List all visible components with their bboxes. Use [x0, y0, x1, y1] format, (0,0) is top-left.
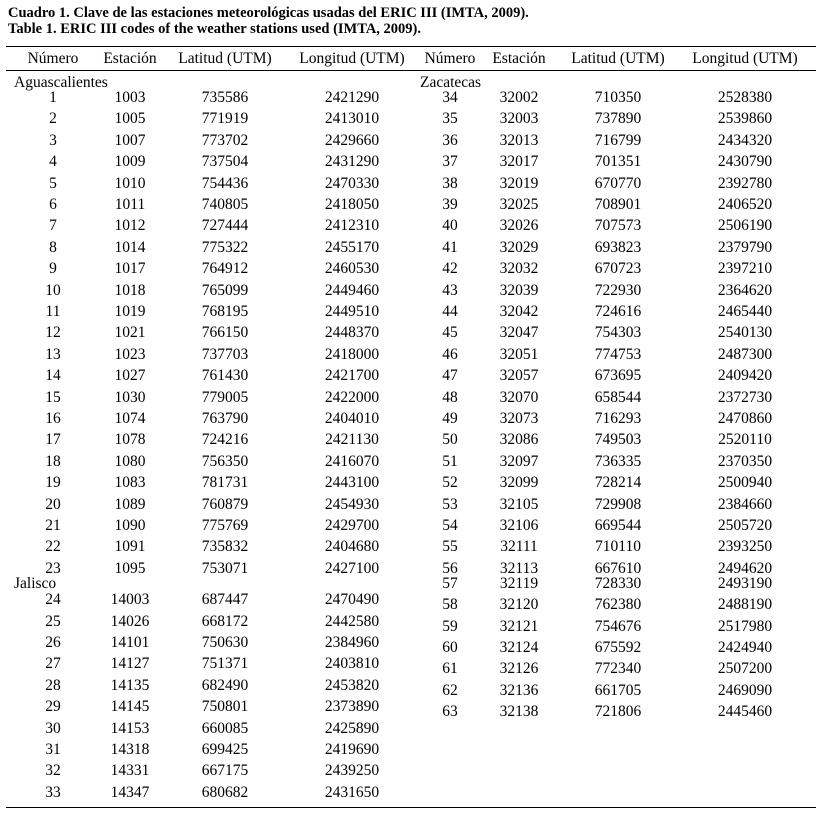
cell-numero: 34 [442, 89, 458, 106]
cell-numero: 22 [45, 538, 61, 556]
cell-latitud: 728330 [594, 574, 642, 592]
cell-longitud: 2470330 [324, 174, 380, 192]
cell-longitud: 2470860 [717, 410, 773, 427]
cell-numero: 46 [442, 345, 458, 363]
cell-latitud: 716293 [594, 410, 642, 427]
cell-estacion: 32070 [499, 388, 539, 406]
cell-numero: 23 [45, 559, 61, 577]
cell-longitud: 2418000 [324, 345, 380, 363]
cell-numero: 39 [442, 196, 458, 213]
cell-latitud: 751371 [201, 655, 249, 673]
cell-longitud: 2427100 [324, 559, 380, 577]
cell-numero: 45 [442, 324, 458, 342]
cell-estacion: 1091 [114, 538, 146, 556]
cell-latitud: 771919 [201, 110, 249, 128]
cell-latitud: 722930 [594, 281, 642, 299]
cell-numero: 20 [45, 495, 61, 513]
cell-estacion: 1009 [114, 153, 146, 171]
cell-longitud: 2434320 [717, 131, 773, 149]
cell-numero: 38 [442, 174, 458, 192]
cell-numero: 61 [442, 660, 458, 678]
group-label: Jalisco [14, 575, 57, 593]
table-bottom-rule [6, 807, 816, 808]
cell-numero: 10 [45, 281, 61, 299]
cell-estacion: 32057 [499, 367, 539, 385]
cell-numero: 35 [442, 110, 458, 128]
cell-estacion: 32029 [499, 238, 539, 256]
cell-latitud: 724216 [201, 431, 249, 449]
cell-estacion: 1095 [114, 559, 146, 577]
header-rule [6, 70, 816, 71]
cell-numero: 53 [442, 495, 458, 513]
cell-latitud: 736335 [594, 452, 642, 470]
header-longitud-left: Longitud (UTM) [299, 50, 405, 67]
cell-latitud: 710110 [595, 538, 641, 556]
cell-numero: 12 [45, 324, 61, 342]
cell-numero: 5 [49, 174, 57, 192]
cell-numero: 21 [45, 517, 61, 534]
cell-numero: 15 [45, 388, 61, 406]
cell-latitud: 668172 [201, 612, 249, 630]
cell-numero: 47 [442, 367, 458, 385]
cell-latitud: 737890 [594, 110, 642, 128]
cell-longitud: 2364620 [717, 281, 773, 299]
cell-longitud: 2430790 [717, 153, 773, 171]
cell-estacion: 14127 [110, 655, 150, 673]
cell-latitud: 727444 [201, 217, 249, 235]
cell-numero: 7 [49, 217, 57, 235]
cell-estacion: 1010 [114, 174, 146, 192]
cell-latitud: 737504 [201, 153, 249, 171]
cell-estacion: 14145 [110, 698, 150, 716]
cell-numero: 42 [442, 260, 458, 278]
cell-numero: 50 [442, 431, 458, 449]
cell-latitud: 761430 [201, 367, 249, 385]
cell-numero: 48 [442, 388, 458, 406]
cell-longitud: 2488190 [717, 596, 773, 614]
cell-latitud: 728214 [594, 474, 642, 492]
cell-numero: 63 [442, 703, 458, 721]
cell-estacion: 1080 [114, 452, 146, 470]
cell-estacion: 1089 [114, 495, 146, 513]
cell-estacion: 14003 [110, 591, 150, 609]
cell-latitud: 764912 [201, 260, 249, 278]
cell-latitud: 667175 [201, 762, 249, 780]
cell-estacion: 14026 [110, 612, 150, 630]
cell-latitud: 760879 [201, 495, 249, 513]
header-numero-left: Número [27, 50, 79, 67]
cell-numero: 30 [45, 719, 61, 737]
cell-estacion: 32002 [499, 89, 539, 106]
cell-numero: 4 [49, 153, 57, 171]
cell-numero: 16 [45, 410, 61, 427]
cell-latitud: 737703 [201, 345, 249, 363]
cell-latitud: 669544 [594, 517, 642, 534]
cell-estacion: 32073 [499, 410, 539, 427]
cell-longitud: 2453820 [324, 676, 380, 694]
cell-estacion: 1014 [114, 238, 146, 256]
cell-estacion: 32047 [499, 324, 539, 342]
cell-longitud: 2422000 [324, 388, 380, 406]
cell-latitud: 740805 [201, 196, 249, 213]
cell-latitud: 701351 [594, 153, 642, 171]
caption-spanish: Cuadro 1. Clave de las estaciones meteorológicas usadas del ERIC III (IMTA, 2009). [8, 5, 529, 21]
cell-estacion: 32051 [499, 345, 539, 363]
cell-estacion: 32039 [499, 281, 539, 299]
cell-estacion: 32106 [499, 517, 539, 534]
cell-longitud: 2517980 [717, 617, 773, 635]
cell-longitud: 2460530 [324, 260, 380, 278]
cell-longitud: 2439250 [324, 762, 380, 780]
cell-longitud: 2379790 [717, 238, 773, 256]
cell-latitud: 765099 [201, 281, 249, 299]
cell-estacion: 1007 [114, 131, 146, 149]
cell-estacion: 1030 [114, 388, 146, 406]
cell-numero: 56 [442, 559, 458, 577]
cell-estacion: 1027 [114, 367, 146, 385]
cell-numero: 19 [45, 474, 61, 492]
cell-longitud: 2449510 [324, 303, 380, 320]
cell-latitud: 660085 [201, 719, 249, 737]
cell-longitud: 2505720 [717, 517, 773, 534]
cell-numero: 1 [49, 89, 57, 106]
cell-numero: 33 [45, 783, 61, 801]
header-latitud-right: Latitud (UTM) [571, 50, 665, 67]
cell-latitud: 707573 [594, 217, 642, 235]
cell-estacion: 32086 [499, 431, 539, 449]
cell-latitud: 750630 [201, 634, 249, 651]
cell-estacion: 32119 [499, 574, 539, 592]
table-caption [8, 5, 529, 37]
cell-numero: 18 [45, 452, 61, 470]
cell-longitud: 2425890 [324, 719, 380, 737]
cell-estacion: 32019 [499, 174, 539, 192]
cell-longitud: 2520110 [718, 431, 772, 449]
cell-latitud: 680682 [201, 783, 249, 801]
cell-numero: 43 [442, 281, 458, 299]
cell-longitud: 2406520 [717, 196, 773, 213]
cell-numero: 44 [442, 303, 458, 320]
cell-numero: 25 [45, 612, 61, 630]
cell-longitud: 2540130 [717, 324, 773, 342]
cell-longitud: 2493190 [717, 574, 773, 592]
cell-estacion: 1018 [114, 281, 146, 299]
cell-estacion: 32111 [500, 538, 538, 556]
cell-estacion: 1083 [114, 474, 146, 492]
cell-estacion: 32124 [499, 639, 539, 656]
cell-estacion: 1003 [114, 89, 146, 106]
cell-longitud: 2442580 [324, 612, 380, 630]
cell-numero: 29 [45, 698, 61, 716]
cell-estacion: 14318 [110, 741, 150, 758]
cell-estacion: 32136 [499, 681, 539, 699]
cell-latitud: 774753 [594, 345, 642, 363]
cell-longitud: 2443100 [324, 474, 380, 492]
cell-numero: 37 [442, 153, 458, 171]
cell-latitud: 756350 [201, 452, 249, 470]
cell-longitud: 2384660 [717, 495, 773, 513]
cell-longitud: 2373890 [324, 698, 380, 716]
cell-longitud: 2404680 [324, 538, 380, 556]
cell-numero: 27 [45, 655, 61, 673]
cell-latitud: 772340 [594, 660, 642, 678]
cell-estacion: 32032 [499, 260, 539, 278]
header-longitud-right: Longitud (UTM) [692, 50, 798, 67]
cell-numero: 57 [442, 574, 458, 592]
cell-estacion: 14331 [110, 762, 150, 780]
cell-longitud: 2431650 [324, 783, 380, 801]
cell-latitud: 658544 [594, 388, 642, 406]
cell-longitud: 2393250 [717, 538, 773, 556]
cell-latitud: 754676 [594, 617, 642, 635]
cell-longitud: 2431290 [324, 153, 380, 171]
cell-latitud: 753071 [201, 559, 249, 577]
cell-longitud: 2465440 [717, 303, 773, 320]
cell-numero: 14 [45, 367, 61, 385]
cell-estacion: 1023 [114, 345, 146, 363]
cell-numero: 26 [45, 634, 61, 651]
cell-estacion: 1078 [114, 431, 146, 449]
cell-latitud: 687447 [201, 591, 249, 609]
cell-estacion: 32105 [499, 495, 539, 513]
cell-numero: 41 [442, 238, 458, 256]
cell-numero: 31 [45, 741, 61, 758]
cell-longitud: 2397210 [717, 260, 773, 278]
cell-estacion: 32113 [499, 559, 539, 577]
cell-longitud: 2448370 [324, 324, 380, 342]
cell-estacion: 1090 [114, 517, 146, 534]
cell-estacion: 14153 [110, 719, 150, 737]
cell-latitud: 670770 [594, 174, 642, 192]
cell-latitud: 667610 [594, 559, 642, 577]
cell-latitud: 754436 [201, 174, 249, 192]
cell-longitud: 2449460 [324, 281, 380, 299]
cell-latitud: 724616 [594, 303, 642, 320]
cell-longitud: 2416070 [324, 452, 380, 470]
cell-longitud: 2507200 [717, 660, 773, 678]
cell-longitud: 2370350 [717, 452, 773, 470]
cell-estacion: 1005 [114, 110, 146, 128]
cell-estacion: 1012 [114, 217, 146, 235]
cell-numero: 3 [49, 131, 57, 149]
cell-latitud: 735586 [201, 89, 249, 106]
group-label: Zacatecas [420, 74, 482, 91]
cell-latitud: 710350 [594, 89, 642, 106]
cell-estacion: 1074 [114, 410, 146, 427]
caption-english: Table 1. ERIC III codes of the weather stations used (IMTA, 2009). [8, 21, 421, 37]
cell-estacion: 32099 [499, 474, 539, 492]
cell-estacion: 32120 [499, 596, 539, 614]
cell-estacion: 1017 [114, 260, 146, 278]
cell-numero: 59 [442, 617, 458, 635]
cell-latitud: 754303 [594, 324, 642, 342]
cell-estacion: 32126 [499, 660, 539, 678]
cell-longitud: 2455170 [324, 238, 380, 256]
cell-numero: 62 [442, 681, 458, 699]
cell-longitud: 2413010 [324, 110, 380, 128]
cell-estacion: 1011 [114, 196, 146, 213]
cell-numero: 24 [45, 591, 61, 609]
cell-longitud: 2445460 [717, 703, 773, 721]
cell-estacion: 32017 [499, 153, 539, 171]
cell-numero: 54 [442, 517, 458, 534]
cell-estacion: 1021 [114, 324, 146, 342]
cell-numero: 36 [442, 131, 458, 149]
cell-numero: 2 [49, 110, 57, 128]
cell-latitud: 775769 [201, 517, 249, 534]
cell-numero: 49 [442, 410, 458, 427]
cell-estacion: 32121 [499, 617, 539, 635]
cell-longitud: 2421700 [324, 367, 380, 385]
cell-estacion: 14135 [110, 676, 150, 694]
cell-estacion: 32026 [499, 217, 539, 235]
cell-latitud: 716799 [594, 131, 642, 149]
cell-longitud: 2539860 [717, 110, 773, 128]
cell-longitud: 2429700 [324, 517, 380, 534]
cell-latitud: 670723 [594, 260, 642, 278]
cell-estacion: 32097 [499, 452, 539, 470]
cell-numero: 9 [49, 260, 57, 278]
cell-latitud: 775322 [201, 238, 249, 256]
cell-numero: 13 [45, 345, 61, 363]
cell-estacion: 1019 [114, 303, 146, 320]
cell-numero: 60 [442, 639, 458, 656]
group-label: Aguascalientes [14, 74, 108, 91]
header-numero-right: Número [424, 50, 476, 67]
cell-estacion: 14347 [110, 783, 150, 801]
cell-longitud: 2403810 [324, 655, 380, 673]
cell-estacion: 32013 [499, 131, 539, 149]
cell-estacion: 32138 [499, 703, 539, 721]
cell-latitud: 749503 [594, 431, 642, 449]
table-top-rule [6, 46, 816, 47]
cell-longitud: 2470490 [324, 591, 380, 609]
cell-numero: 55 [442, 538, 458, 556]
cell-longitud: 2469090 [717, 681, 773, 699]
cell-latitud: 768195 [201, 303, 249, 320]
cell-latitud: 661705 [594, 681, 642, 699]
cell-longitud: 2421130 [325, 431, 379, 449]
cell-estacion: 32003 [499, 110, 539, 128]
cell-latitud: 762380 [594, 596, 642, 614]
cell-longitud: 2424940 [717, 639, 773, 656]
cell-longitud: 2429660 [324, 131, 380, 149]
header-latitud-left: Latitud (UTM) [178, 50, 272, 67]
cell-latitud: 773702 [201, 131, 249, 149]
cell-longitud: 2454930 [324, 495, 380, 513]
header-estacion-left: Estación [103, 50, 157, 67]
cell-longitud: 2418050 [324, 196, 380, 213]
cell-latitud: 699425 [201, 741, 249, 758]
cell-latitud: 766150 [201, 324, 249, 342]
cell-numero: 28 [45, 676, 61, 694]
cell-longitud: 2421290 [324, 89, 380, 106]
header-estacion-right: Estación [492, 50, 546, 67]
cell-longitud: 2419690 [324, 741, 380, 758]
cell-numero: 8 [49, 238, 57, 256]
cell-longitud: 2392780 [717, 174, 773, 192]
cell-longitud: 2404010 [324, 410, 380, 427]
cell-numero: 11 [45, 303, 61, 320]
cell-numero: 52 [442, 474, 458, 492]
cell-longitud: 2409420 [717, 367, 773, 385]
cell-latitud: 781731 [201, 474, 249, 492]
cell-latitud: 750801 [201, 698, 249, 716]
cell-estacion: 32042 [499, 303, 539, 320]
cell-longitud: 2500940 [717, 474, 773, 492]
cell-latitud: 729908 [594, 495, 642, 513]
cell-longitud: 2384960 [324, 634, 380, 651]
cell-longitud: 2487300 [717, 345, 773, 363]
cell-latitud: 673695 [594, 367, 642, 385]
cell-numero: 51 [442, 452, 458, 470]
cell-latitud: 675592 [594, 639, 642, 656]
cell-latitud: 763790 [201, 410, 249, 427]
cell-numero: 6 [49, 196, 57, 213]
cell-longitud: 2506190 [717, 217, 773, 235]
cell-latitud: 721806 [594, 703, 642, 721]
cell-latitud: 708901 [594, 196, 642, 213]
cell-numero: 32 [45, 762, 61, 780]
cell-latitud: 779005 [201, 388, 249, 406]
cell-longitud: 2372730 [717, 388, 773, 406]
cell-estacion: 32025 [499, 196, 539, 213]
cell-estacion: 14101 [110, 634, 150, 651]
cell-longitud: 2412310 [324, 217, 380, 235]
cell-numero: 17 [45, 431, 61, 449]
cell-longitud: 2528380 [717, 89, 773, 106]
cell-latitud: 735832 [201, 538, 249, 556]
cell-latitud: 682490 [201, 676, 249, 694]
cell-numero: 58 [442, 596, 458, 614]
cell-longitud: 2494620 [717, 559, 773, 577]
cell-numero: 40 [442, 217, 458, 235]
cell-latitud: 693823 [594, 238, 642, 256]
